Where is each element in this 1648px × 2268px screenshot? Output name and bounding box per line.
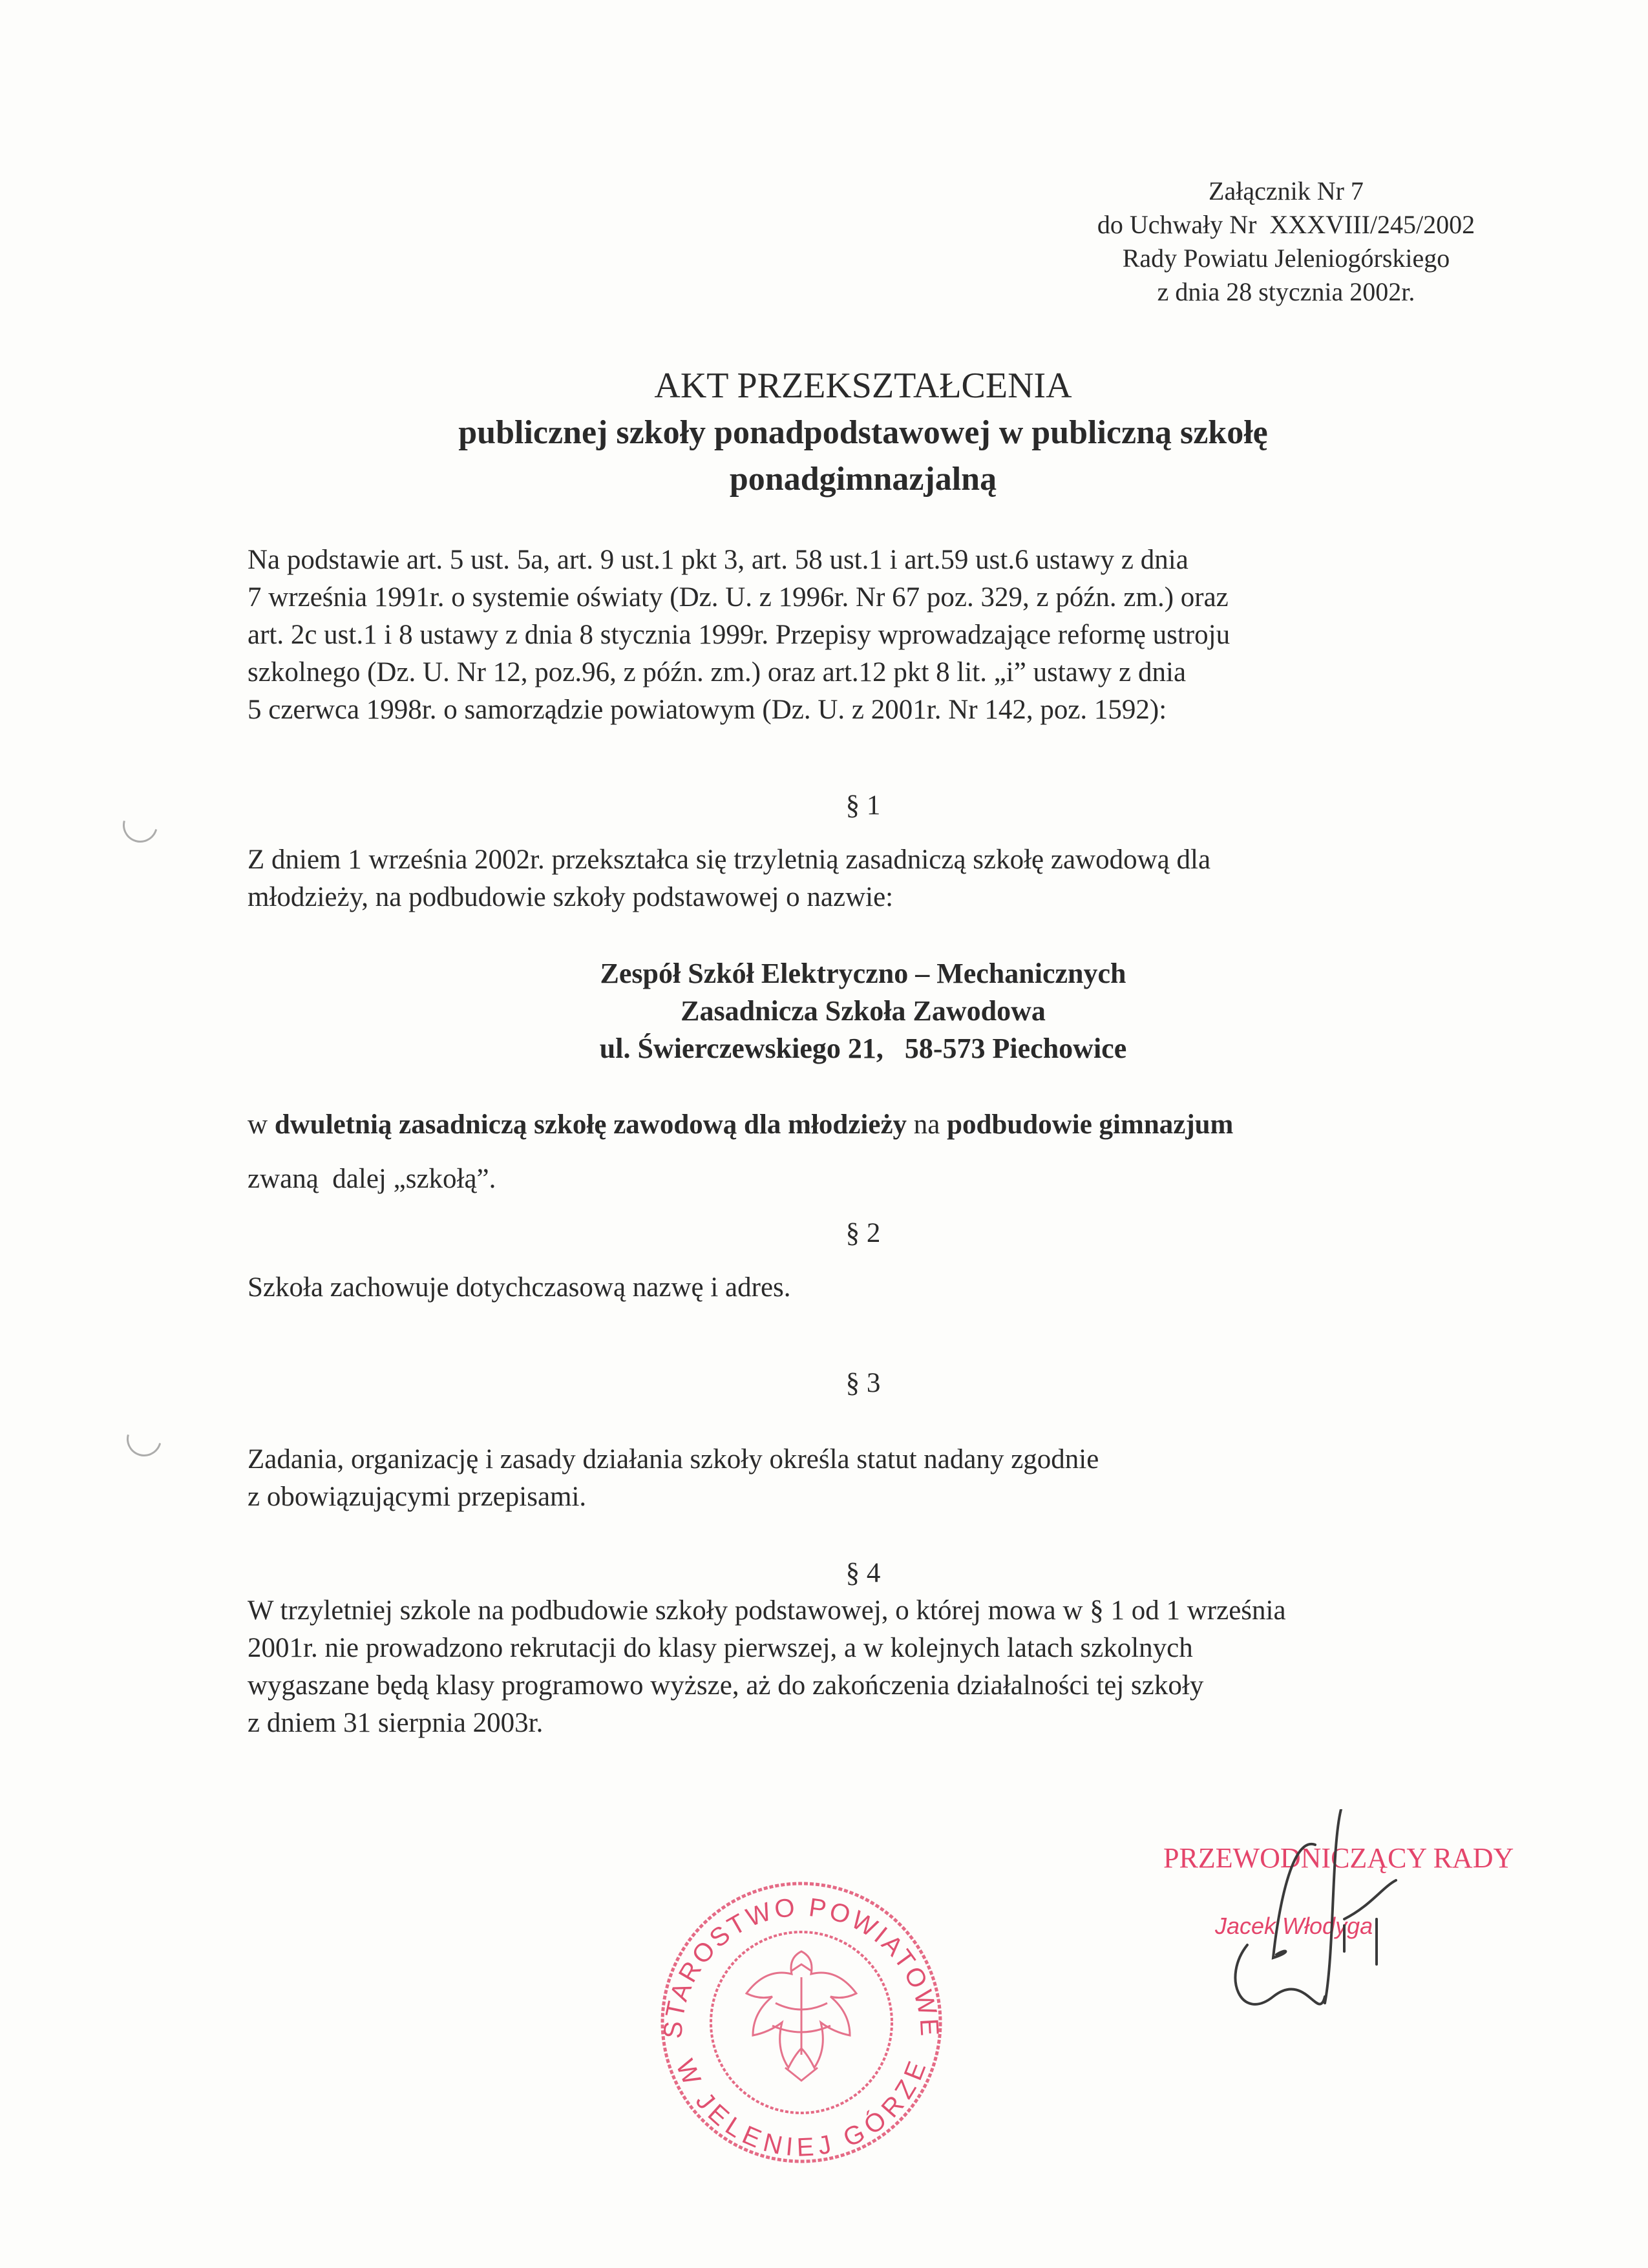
- preamble-line: Na podstawie art. 5 ust. 5a, art. 9 ust.1 pkt 3, art. 58 ust.1 i art.59 ust.6 ustawy z dnia: [248, 545, 1188, 575]
- stamp-text-top: STAROSTWO POWIATOWE: [659, 1893, 944, 2039]
- section-1-mark: § 1: [845, 790, 881, 821]
- signature-name-stamp: Jacek Włodyga: [1215, 1913, 1373, 1939]
- signature-role-stamp: PRZEWODNICZĄCY RADY: [1163, 1842, 1514, 1874]
- section-4-text: wygaszane będą klasy programowo wyższe, aż do zakończenia działalności tej szkoły: [248, 1670, 1204, 1701]
- section-3-mark: § 3: [845, 1368, 881, 1398]
- preamble-line: szkolnego (Dz. U. Nr 12, poz.96, z późn. zm.) oraz art.12 pkt 8 lit. „i” ustawy z dnia: [248, 657, 1187, 688]
- school-type: Zasadnicza Szkoła Zawodowa: [681, 995, 1046, 1027]
- section-3-text: z obowiązującymi przepisami.: [248, 1482, 587, 1512]
- eagle-emblem-icon: [746, 1951, 856, 2081]
- section-1-called: zwaną dalej „szkołą”.: [248, 1164, 496, 1194]
- section-4-text: z dniem 31 sierpnia 2003r.: [248, 1708, 544, 1738]
- section-4-mark: § 4: [845, 1558, 881, 1588]
- preamble: [248, 541, 1479, 729]
- punch-hole-mark: [120, 1415, 168, 1463]
- resolution-date: z dnia 28 stycznia 2002r.: [1157, 277, 1415, 306]
- section-4-text: 2001r. nie prowadzono rekrutacji do klasy pierwszej, a w kolejnych latach szkolnych: [248, 1633, 1193, 1663]
- document-subtitle-line1: publicznej szkoły ponadpodstawowej w publiczną szkołę: [458, 414, 1268, 451]
- resolution-number: do Uchwały Nr XXXVIII/245/2002: [1097, 210, 1475, 239]
- section-3-text: Zadania, organizację i zasady działania szkoły określa statut nadany zgodnie: [248, 1444, 1099, 1475]
- section-1-target-school: [248, 1106, 1479, 1144]
- section-1-text-block: [248, 841, 1479, 916]
- school-name: Zespół Szkół Elektryczno – Mechanicznych: [600, 958, 1126, 989]
- document-subtitle-line2: ponadgimnazjalną: [729, 461, 997, 498]
- section-2-mark: § 2: [845, 1218, 881, 1248]
- section-3-text-block: [248, 1441, 1479, 1516]
- target-mid: na: [913, 1109, 940, 1140]
- handwritten-signature: [1228, 1809, 1422, 2029]
- school-address: ul. Świerczewskiego 21, 58-573 Piechowice: [599, 1033, 1127, 1064]
- section-1-text: Z dniem 1 września 2002r. przekształca się trzyletnią zasadniczą szkołę zawodową dla: [248, 845, 1211, 875]
- target-prefix: w: [248, 1109, 268, 1140]
- section-4-text-block: [248, 1592, 1479, 1742]
- preamble-line: art. 2c ust.1 i 8 ustawy z dnia 8 stycznia 1999r. Przepisy wprowadzające reformę ustroju: [248, 620, 1231, 650]
- target-basis: podbudowie gimnazjum: [947, 1109, 1234, 1140]
- annex-header: [1008, 174, 1564, 309]
- document-title: AKT PRZEKSZTAŁCENIA: [654, 366, 1072, 406]
- section-1-text: młodzieży, na podbudowie szkoły podstawowej o nazwie:: [248, 882, 894, 912]
- preamble-line: 5 czerwca 1998r. o samorządzie powiatowym (Dz. U. z 2001r. Nr 142, poz. 1592):: [248, 695, 1167, 725]
- punch-hole-mark: [116, 801, 164, 849]
- annex-number: Załącznik Nr 7: [1209, 176, 1364, 205]
- preamble-line: 7 września 1991r. o systemie oświaty (Dz. U. z 1996r. Nr 67 poz. 329, z późn. zm.) oraz: [248, 582, 1229, 613]
- target-school-type: dwuletnią zasadniczą szkołę zawodową dla młodzieży: [274, 1109, 907, 1140]
- section-4-text: W trzyletniej szkole na podbudowie szkoły podstawowej, o której mowa w § 1 od 1 września: [248, 1595, 1286, 1626]
- council-name: Rady Powiatu Jeleniogórskiego: [1122, 244, 1450, 273]
- official-round-stamp: [653, 1874, 950, 2171]
- stamp-text-bottom: W JELENIEJ GÓRZE: [670, 2055, 933, 2162]
- section-2-text: Szkoła zachowuje dotychczasową nazwę i adres.: [248, 1272, 791, 1303]
- document-body: [248, 362, 1479, 1742]
